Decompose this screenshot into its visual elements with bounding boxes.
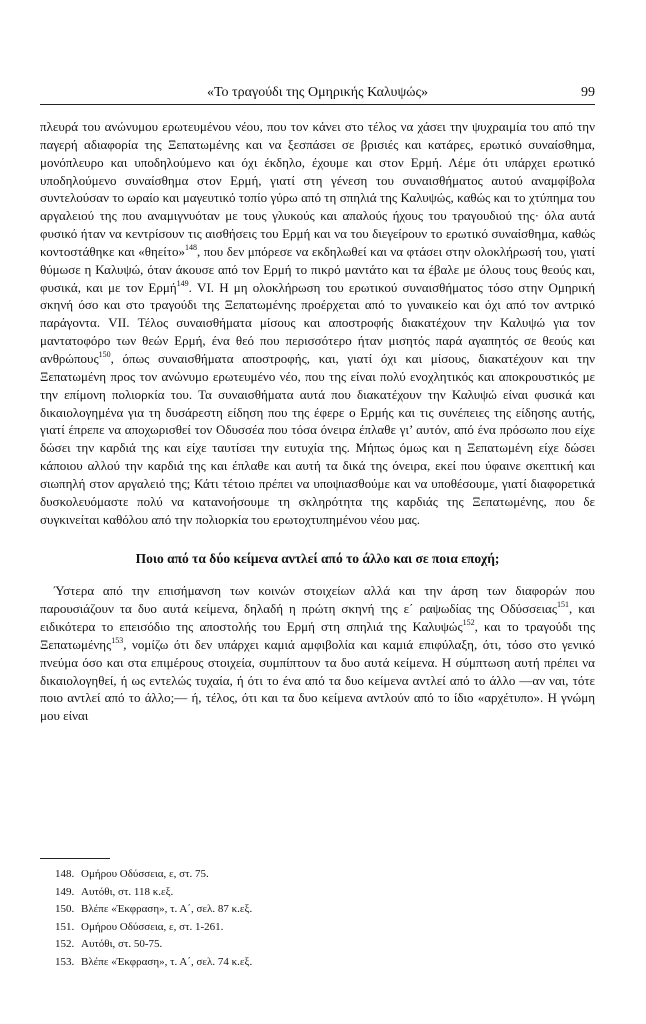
footnote-text: Αυτόθι, στ. 50-75. bbox=[81, 938, 163, 951]
footnote-rule bbox=[40, 858, 110, 859]
paragraph-1 bbox=[40, 118, 595, 528]
running-header bbox=[40, 84, 595, 102]
footnote bbox=[55, 866, 585, 884]
footnote bbox=[55, 901, 585, 919]
footnote-text: Ομήρου Οδύσσεια, ε, στ. 1-261. bbox=[81, 920, 224, 933]
footnote-ref-148[interactable]: 148 bbox=[184, 242, 197, 252]
section-heading: Ποιο από τα δύο κείμενα αντλεί από το άλλο και σε ποια εποχή; bbox=[135, 551, 500, 567]
footnote-number: 150. bbox=[55, 903, 75, 916]
footnote-text: Αυτόθι, στ. 118 κ.εξ. bbox=[81, 885, 174, 898]
footnote-text: Βλέπε «Έκφραση», τ. Α΄, σελ. 87 κ.εξ. bbox=[81, 903, 253, 916]
footnote-number: 152. bbox=[55, 938, 75, 951]
footnote-text: Ομήρου Οδύσσεια, ε, στ. 75. bbox=[81, 868, 209, 880]
footnotes bbox=[55, 866, 585, 972]
footnote-ref-149[interactable]: 149 bbox=[176, 278, 189, 288]
page-number: 99 bbox=[581, 85, 595, 100]
footnote-ref-151[interactable]: 151 bbox=[557, 600, 570, 610]
text-run: , που δεν μπόρεσε να εκδηλωθεί και να φτάσει στην ολοκλήρωσή του, γιατί θύμωσε η Καλυψώ, όταν άκουσε από τον Ερμή το πικρό μαντάτο και τα έβαλε με όλους τους θεούς και, φυσικά, και με τον Ερμή bbox=[40, 243, 595, 295]
footnote-number: 153. bbox=[55, 955, 75, 968]
text-run: , και ειδικότερα το επεισόδιο της αποστολής του Ερμή στη σπηλιά της Καλυψώς bbox=[40, 601, 596, 635]
footnote-ref-153[interactable]: 153 bbox=[111, 635, 124, 645]
paragraph-2 bbox=[40, 582, 595, 725]
footnote-text: Βλέπε «Έκφραση», τ. Α΄, σελ. 74 κ.εξ. bbox=[81, 955, 253, 968]
footnote-ref-152[interactable]: 152 bbox=[462, 618, 475, 628]
running-title: «Το τραγούδι της Ομηρικής Καλυψώς» bbox=[206, 85, 429, 100]
text-run: , και το τραγούδι της Ξεπατωμένης bbox=[40, 619, 595, 652]
main-text bbox=[40, 118, 595, 725]
header-rule bbox=[40, 104, 595, 105]
footnote bbox=[55, 954, 585, 972]
text-run: . VI. Η μη ολοκλήρωση του ερωτικού συναισθήματος τόσο στην Ομηρική σκηνή όσο και στο τραγούδι της Ξεπατωμένης προέρχεται από το γυναικείο και όχι από τον αντρικό παράγοντα. VII. Τέλος συναισθήματα μίσους και αποστροφής διακατέχουν την Καλυψώ για τον μαντατοφόρο των θεών Ερμή, ένα θεό που περισσότερο ήταν μισητός παρά αγαπητός σε θεούς και ανθρώπους bbox=[40, 279, 595, 366]
text-run: , όπως συναισθήματα αποστροφής, και, γιατί όχι και μίσους, διακατέχουν και την Ξεπατωμένη προς τον ανώνυμο ερωτευμένο νέο, που της είναι πολύ ενοχλητικός και αποκρουστικός με την επίμονη πολιορκία του. Τα συναισθήματα αυτά που διακατέχουν την Καλυψώ είναι φυσικά και δικαιολογημένα για τη δυσάρεστη είδηση που της έφερε ο Ερμής και τις συνέπειες της είδησης αυτής, γιατί έπρεπε να αποχωρισθεί τον Οδυσσέα που τόσα όνειρα έπλαθε γι’ αυτόν, από ένα πρόσωπο που είχε δώσει την καρδιά της και είχε ταυτίσει την ευτυχία της. Μήπως όμως και η Ξεπατωμένη είχε δώσει κάποιου αλλού την καρδιά της και έπλαθε και αυτή τα δικά της όνειρα, εκεί που ύφαινε σκεπτική και σιωπηλή στον αργαλειό της; Κάτι τέτοιο πρέπει να υποψιασθούμε και να υποθέσουμε, γιατί διαφορετικά δυσκολευόμαστε πολύ να κατανοήσουμε τη σκληρότητα της καρδιάς της Ξεπατωμένης, που δε συγκινείται καθόλου από την πολιορκία του ερωτοχτυπημένου νέου μας. bbox=[40, 350, 595, 527]
footnote bbox=[55, 919, 585, 937]
footnote-number: 148. bbox=[55, 868, 75, 880]
footnote-number: 149. bbox=[55, 885, 75, 898]
footnote-ref-150[interactable]: 150 bbox=[98, 349, 111, 359]
text-run: Ύστερα από την επισήμανση των κοινών στοιχείων αλλά και την άρση των διαφορών που παρουσιάζουν τα δυο αυτά κείμενα, δηλαδή η πρώτη σκηνή της ε΄ ραψωδίας της Οδύσσειας bbox=[40, 583, 595, 617]
text-run: πλευρά του ανώνυμου ερωτευμένου νέου, που τον κάνει στο τέλος να χάσει την ψυχραιμία του από την παγερή αδιαφορία της Ξεπατωμένης και να ξεσπάσει σε βρισιές και κατάρες, ερωτικό συναίσθημα, μονόπλευρο και υποδηλούμενο και όχι έκδηλο, έχουμε και στον Ερμή. Λέμε ότι υπάρχει ερωτικό υποδηλούμενο συναίσθημα στον Ερμή, γιατί στη γένεση του συναισθήματος αυτού αναμφίβολα συντελούσαν το ωραίο και μαγευτικό τοπίο γύρω από τη σπηλιά της Καλυψώς, καθώς και το χτύπημα του αργαλειού της που αναμιγνυόταν με τους γλυκούς και απαλούς ήχους του τραγουδιού της· όλα αυτά φυσικό ήταν να κεντρίσουν τις αισθήσεις του Ερμή και να του διεγείρουν το ερωτικό συναίσθημα, καθώς κοντοστάθηκε και «θηείτο» bbox=[40, 119, 595, 259]
footnote-number: 151. bbox=[55, 920, 75, 933]
footnote bbox=[55, 936, 585, 954]
text-run: , νομίζω ότι δεν υπάρχει καμιά αμφιβολία και καμιά επιφύλαξη, ότι, τόσο στο γενικό πνεύμα όσο και στα επιμέρους στοιχεία, συμπίπτουν τα δυο αυτά κείμενα. Η σύμπτωση αυτή πρέπει να δικαιολογηθεί, ή ως εντελώς τυχαία, ή ότι το ένα από τα δυο κείμενα αντλεί από το άλλο —αν ναι, τότε ποιο αντλεί από το άλλο;— ή, τέλος, ότι και τα δυο κείμενα αντλούν από το ίδιο «αρχέτυπο». Η γνώμη μου είναι bbox=[40, 636, 595, 724]
footnote bbox=[55, 884, 585, 902]
